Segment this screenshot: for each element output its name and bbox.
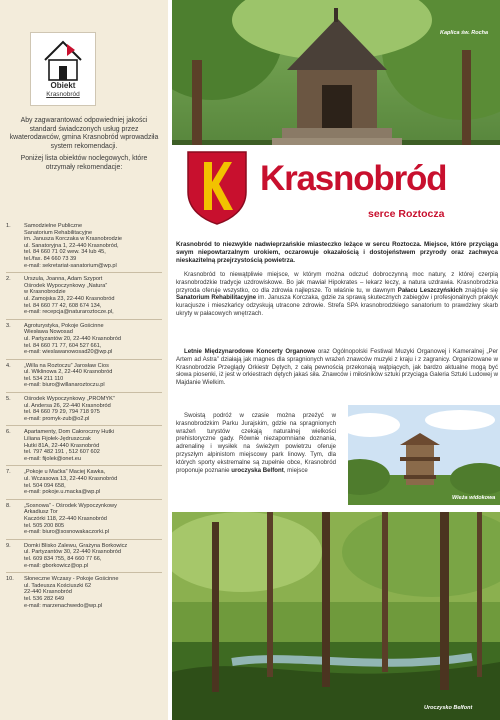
accommodation-line: tel. 797 482 191 , 512 607 602	[24, 449, 100, 456]
accommodation-number: 4.	[6, 362, 11, 369]
accommodation-line: Sanatorium Rehabilitacyjne	[24, 229, 93, 236]
chapel-caption: Kaplica św. Rocha	[440, 30, 489, 36]
accommodation-line: tel. 536 282 649	[24, 595, 65, 602]
tower-caption: Wieża widokowa	[452, 495, 496, 501]
intro-paragraph: Poniżej lista obiektów noclegowych, które otrzymały rekomendacje:	[20, 155, 148, 171]
accommodation-line: e-mail: biuro@willanaroztoczu.pl	[24, 382, 105, 389]
article-paragraph-3	[176, 412, 336, 474]
krasnobrod-coat-of-arms-icon	[184, 148, 250, 226]
accommodation-item	[6, 572, 162, 612]
accommodation-line: ul. Partyzantów 20, 22-440 Krasnobród	[24, 335, 122, 342]
accommodation-line: ul. Sanatoryjna 1, 22-440 Krasnobród,	[24, 242, 119, 249]
tower-photo-image	[340, 405, 500, 505]
accommodation-item	[6, 392, 162, 425]
accommodation-line: Arkadiusz Tor	[24, 509, 58, 516]
accommodation-line: Urszula, Joanna, Adam Szyport	[24, 276, 103, 283]
accommodation-line: Ośrodek Wypoczynkowy „Natura”	[24, 282, 108, 289]
accommodation-line: e-mail: wieslawanowosad20@wp.pl	[24, 349, 113, 356]
accommodation-line: ul. Partyzantów 30, 22-440 Krasnobród	[24, 549, 122, 556]
accommodation-item	[6, 359, 162, 392]
p2-bold-concerts: Letnie Międzynarodowe Koncerty Organowe	[184, 348, 316, 355]
accommodation-line: tel. 609 834 755, 84 660 77 66,	[24, 555, 102, 562]
accommodation-details	[24, 503, 162, 536]
accommodation-details	[24, 543, 162, 569]
accommodation-line: ul. Tadeusza Kościuszki 62	[24, 582, 92, 589]
accommodation-line: Agroturystyka, Pokoje Gościnne	[24, 322, 104, 329]
accommodation-line: tel. 84 660 71 77, 604 527 661,	[24, 342, 102, 349]
accommodation-list	[6, 220, 162, 612]
accommodation-line: ul. Andersa 26, 22-440 Krasnobród	[24, 402, 111, 409]
sidebar	[0, 0, 168, 720]
accommodation-number: 3.	[6, 322, 11, 329]
accommodation-line: Domki Blisko Zalewu, Grażyna Borkowicz	[24, 542, 128, 549]
accommodation-line: Ośrodek Wypoczynkowy „PROMYK”	[24, 396, 115, 403]
accommodation-number: 10.	[6, 576, 14, 583]
accommodation-details	[24, 223, 162, 269]
accommodation-details	[24, 429, 162, 462]
accommodation-line: e-mail: marzenachwedo@wp.pl	[24, 602, 103, 609]
forest-photo	[172, 512, 500, 720]
accommodation-number: 9.	[6, 542, 11, 549]
p1-text-mid: znajduje się	[465, 286, 498, 294]
accommodation-details	[24, 363, 162, 389]
accommodation-line: Liliana Fijołek-Jędruszczak	[24, 436, 91, 443]
accommodation-line: Słoneczne Wczasy - Pokoje Gościnne	[24, 576, 119, 583]
accommodation-line: „Pokoje u Maćka” Maciej Kawka,	[24, 469, 106, 476]
accommodation-item	[6, 319, 162, 359]
accommodation-number: 2.	[6, 276, 11, 283]
accommodation-line: Kaczórki 118, 22-440 Krasnobród	[24, 515, 107, 522]
accommodation-line: e-mail: promyk-zub@o2.pl	[24, 415, 90, 422]
accommodation-number: 5.	[6, 396, 11, 403]
p1-bold-sanatorium: Sanatorium Rehabilitacyjne	[176, 294, 257, 302]
accommodation-details	[24, 276, 162, 316]
accommodation-number: 8.	[6, 502, 11, 509]
accommodation-line: „Willa na Roztoczu” Jarosław Cios	[24, 362, 109, 369]
accommodation-number: 7.	[6, 469, 11, 476]
p2-text: oraz Ogólnopolski Festiwal Muzyki Organowej i Kameralnej „Per Artem ad Astra” działają jak magnes dla spragnionych wrażeń znawców muzyki z kraju i z zagranicy. Organizowane w Krasnobrodzie Przeglądy Orkiestr Dętych, z całą pewnością przekonają wątpiących, jak bardzo aktualne mogą być słowa piosenki, iż jest w orkiestrach dętych jakaś siła. Znawców i miłośników sztuki przyciąga Galeria Sztuki Ludowej w Majdanie Wielkim.	[176, 348, 498, 387]
accommodation-line: e-mail: fijolek@onet.eu	[24, 455, 81, 462]
accommodation-line: e-mail: biuro@sosnowakaczorki.pl	[24, 529, 109, 536]
accommodation-item	[6, 465, 162, 498]
accommodation-line: ul. Zamojska 23, 22-440 Krasnobród	[24, 295, 115, 302]
accommodation-item	[6, 539, 162, 572]
accommodation-line: ul. Wczasowa 13, 22-440 Krasnobród	[24, 476, 118, 482]
main-column	[172, 0, 500, 720]
accommodation-line: tel./fax. 84 660 73 39	[24, 255, 77, 262]
logo-subtitle: Krasnobród	[46, 91, 80, 98]
accommodation-details	[24, 576, 162, 609]
accommodation-item	[6, 220, 162, 272]
intro-paragraph: Aby zagwarantować odpowiedniej jakości standard świadczonych usług przez kwaterodawców, gmina Krasnobród wprowadziła system rekomendacji.	[9, 117, 159, 150]
sidebar-intro	[8, 117, 160, 177]
accommodation-item	[6, 499, 162, 539]
accommodation-line: e-mail: pokoje.u.macka@wp.pl	[24, 489, 101, 496]
accommodation-line: e-mail: sekretariat-sanatorium@wp.pl	[24, 262, 117, 269]
article-paragraph-1	[176, 271, 498, 318]
brand-subtitle: serce Roztocza	[368, 208, 445, 220]
forest-caption: Uroczysko Belfont	[424, 705, 473, 711]
p1-bold-palace: Pałacu Leszczyńskich	[397, 286, 463, 294]
accommodation-line: tel. 84 660 71 02 wew. 34 lub 45,	[24, 249, 106, 256]
accommodation-line: 22-440 Krasnobród	[24, 589, 72, 596]
accommodation-line: Samodzielne Publiczne	[24, 223, 83, 229]
accommodation-line: Wiesława Nowosad	[24, 329, 73, 336]
accommodation-line: tel. 504 094 658,	[24, 482, 66, 489]
article-paragraph-2	[176, 348, 498, 387]
brand-title: Krasnobród	[260, 159, 447, 198]
accommodation-line: im. Janusza Korczaka w Krasnobrodzie	[24, 236, 122, 243]
accommodation-line: tel. 84 660 79 29, 794 718 975	[24, 409, 100, 416]
p3-bold-belfont: uroczyska Belfont	[231, 466, 284, 474]
accommodation-line: Hutki 81A, 22-440 Krasnobród	[24, 442, 100, 449]
accommodation-line: „Sosnowa” - Ośrodek Wypoczynkowy	[24, 502, 117, 509]
obiekt-krasnobrod-logo	[30, 32, 96, 106]
accommodation-line: e-mail: recepcja@naturaroztocze.pl,	[24, 309, 114, 316]
accommodation-line: tel. 534 211 110	[24, 375, 64, 382]
accommodation-line: Apartamenty, Dom Całoroczny Hutki	[24, 429, 115, 436]
accommodation-number: 6.	[6, 429, 11, 436]
accommodation-item	[6, 425, 162, 465]
accommodation-line: ul. Wiklinowa 2, 22-440 Krasnobród	[24, 369, 113, 376]
belfont-forest-photo-image	[172, 512, 500, 720]
p1-text-end: im. Janusza Korczaka, gdzie za sprawą skutecznych zabiegów i profesjonalnych praktyk kuracjusze i mieszkańcy odzyskują utracone zdrowie. Strefa SPA krasnobrodzkiego sanatorium to prawdziwy skarb ukryty w pałacowych wnętrzach.	[176, 294, 499, 317]
accommodation-line: tel. 84 660 77 42, 608 674 134,	[24, 302, 102, 309]
accommodation-details	[24, 323, 162, 356]
house-logo-icon	[37, 36, 89, 82]
accommodation-details	[24, 469, 162, 495]
accommodation-number: 1.	[6, 223, 11, 229]
logo-title: Obiekt	[50, 81, 76, 90]
tower-photo	[340, 405, 500, 505]
accommodation-line: w Krasnobrodzie	[24, 289, 66, 296]
article-lead: Krasnobród to niezwykle nadwieprzańskie miasteczko leżące w sercu Roztocza. Miejsce, które przyciąga swym niepowtarzalnym urokiem, oczarowuje okazałością i dostojeństwem przyrody oraz zachwyca nieskazitelną przejrzystością powietrza.	[176, 241, 498, 264]
p1-text: Krasnobród to niewątpliwie miejsce, w którym można odczuć dobroczynną moc natury, z której czerpią krasnobrodzkie tradycje uzdrowiskowe. Bo jak mawiał Hipokrates – lekarz leczy, a natura uzdrawia. Krasnobrodzka przyroda oferuje wszystko, co dla zdrowia najlepsze. To właśnie tu, w dawnym	[176, 271, 498, 294]
p3-text: Swoistą podróż w czasie można przeżyć w krasnobrodzkim Parku Jurajskim, gdzie na spragnionych wrażeń turystów czekają naturalnej wielkości prehistoryczne gady. Równie niezapomniane doznania, adrenalinę i wysiłek na świeżym powietrzu oferuje przyszłym alpinistom miejscowy park linowy. Tym, dla których sporty ekstremalne są zupełnie obce, Krasnobród proponuje poznanie	[176, 412, 336, 474]
accommodation-line: e-mail: gborkowicz@op.pl	[24, 562, 89, 569]
accommodation-item	[6, 272, 162, 319]
accommodation-details	[24, 396, 162, 422]
accommodation-line: tel. 505 200 805	[24, 522, 65, 529]
p3-text-end: , miejsce	[283, 466, 308, 474]
